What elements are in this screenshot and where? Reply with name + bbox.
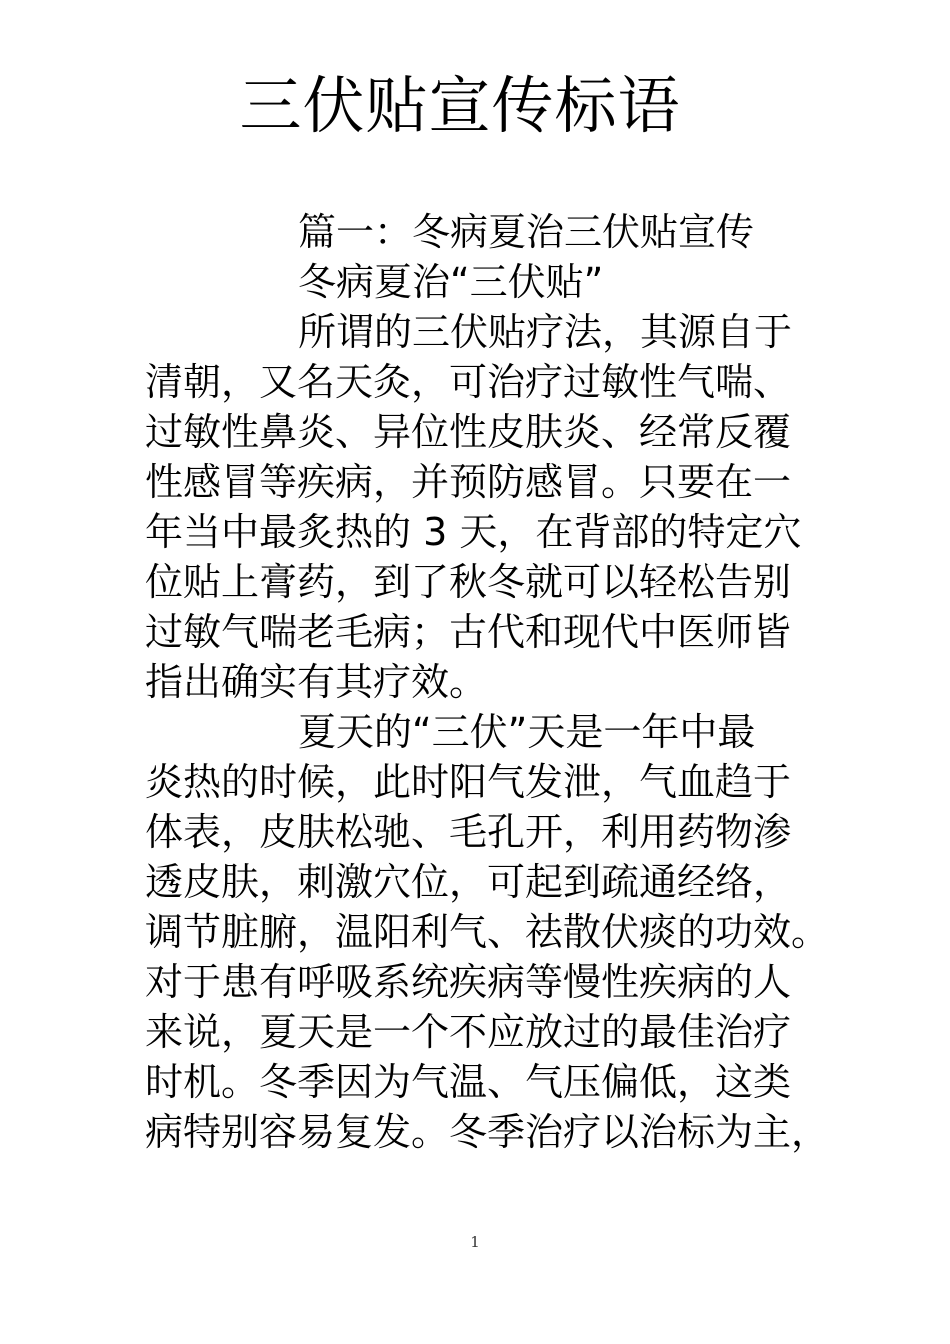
paragraph-line: 体表，皮肤松驰、毛孔开，利用药物渗 [145,810,792,854]
paragraph-line: 年当中最炙热的 3 天，在背部的特定穴 [145,510,802,554]
paragraph-line: 指出确实有其疗效。 [145,660,488,704]
paragraph-line: 来说，夏天是一个不应放过的最佳治疗 [145,1010,792,1054]
paragraph-line: 对于患有呼吸系统疾病等慢性疾病的人 [145,960,792,1004]
paragraph-line: 病特别容易复发。冬季治疗以治标为主， [145,1110,830,1154]
section-heading: 篇一：冬病夏治三伏贴宣传 [298,210,755,254]
section-subheading: 冬病夏治“三伏贴” [298,260,604,304]
paragraph-line: 透皮肤，刺激穴位，可起到疏通经络， [145,860,792,904]
document-title: 三伏贴宣传标语 [239,69,681,142]
paragraph-line: 过敏性鼻炎、异位性皮肤炎、经常反覆 [145,410,792,454]
paragraph-line: 时机。冬季因为气温、气压偏低，这类 [145,1060,792,1104]
page-number: 1 [470,1233,480,1251]
paragraph-line: 所谓的三伏贴疗法，其源自于 [298,310,793,354]
paragraph-line: 炎热的时候，此时阳气发泄，气血趋于 [145,760,792,804]
paragraph-line: 夏天的“三伏”天是一年中最 [298,710,756,754]
paragraph-line: 调节脏腑，温阳利气、祛散伏痰的功效。 [145,910,830,954]
paragraph-line: 过敏气喘老毛病；古代和现代中医师皆 [145,610,792,654]
paragraph-line: 清朝，又名天灸，可治疗过敏性气喘、 [145,360,792,404]
paragraph-line: 性感冒等疾病，并预防感冒。只要在一 [145,460,792,504]
paragraph-line: 位贴上膏药，到了秋冬就可以轻松告别 [145,560,792,604]
